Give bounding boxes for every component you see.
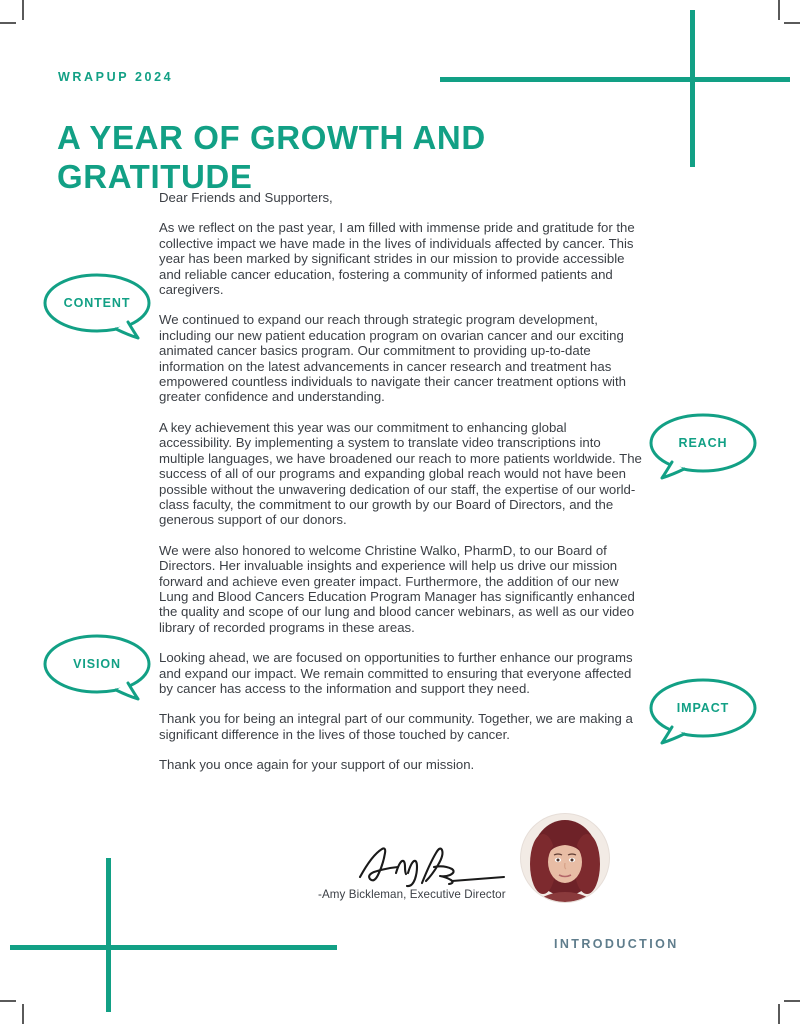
author-portrait-avatar: [521, 814, 609, 902]
signature-mark: [352, 843, 522, 889]
crop-mark-top-left-vertical: [22, 0, 24, 20]
letter-paragraph: We were also honored to welcome Christine Walko, PharmD, to our Board of Directors. Her invaluable insights and experience will help us drive our mission forward and achieve even greater impact. Furthermore, the addition of our new Lung and Blood Cancers Education Program Manager has significantly enhanced the quality and scope of our lung and blood cancer webinars, as well as our video library of recorded programs in these areas.: [159, 542, 635, 635]
letter-salutation: Dear Friends and Supporters,: [159, 190, 333, 205]
page-title: A YEAR OF GROWTH AND GRATITUDE: [57, 119, 486, 196]
decor-cross-top-vertical: [690, 10, 695, 167]
crop-mark-top-left-horizontal: [0, 22, 16, 24]
crop-mark-bottom-right-vertical: [778, 1004, 780, 1024]
crop-mark-bottom-left-horizontal: [0, 1000, 16, 1002]
callout-label: CONTENT: [63, 296, 131, 310]
callout-bubble-impact: [648, 677, 758, 745]
callout-label: REACH: [678, 436, 728, 450]
crop-mark-bottom-right-horizontal: [784, 1000, 800, 1002]
callout-bubble-vision: [42, 633, 152, 701]
decor-cross-bottom-vertical: [106, 858, 111, 1012]
crop-mark-top-right-vertical: [778, 0, 780, 20]
crop-mark-bottom-left-vertical: [22, 1004, 24, 1024]
crop-mark-top-right-horizontal: [784, 22, 800, 24]
letter-paragraph: Thank you for being an integral part of our community. Together, we are making a significant difference in the lives of those touched by cancer.: [159, 711, 633, 742]
callout-bubble-content: [42, 272, 152, 340]
decor-cross-top-horizontal: [440, 77, 790, 82]
portrait-photo-icon: [521, 814, 609, 902]
eyebrow-label: WRAPUP 2024: [58, 70, 174, 84]
callout-label: VISION: [73, 657, 121, 671]
signature-name: -Amy Bickleman, Executive Director: [318, 888, 506, 901]
letter-paragraph: Looking ahead, we are focused on opportunities to further enhance our programs and expand our impact. We remain committed to ensuring that everyone affected by cancer has access to the information and support they need.: [159, 650, 633, 696]
letter-body: [159, 190, 642, 773]
handwritten-signature-icon: [352, 843, 522, 889]
footer-section-label: INTRODUCTION: [554, 937, 679, 951]
letter-paragraph: We continued to expand our reach through strategic program development, including our new patient education program on ovarian cancer and our exciting animated cancer basics program. Our commitment to providing up-to-date information on the latest advancements in cancer research and treatment has empowered countless individuals to navigate their cancer treatment options with greater confidence and understanding.: [159, 312, 626, 405]
callout-label: IMPACT: [676, 701, 730, 715]
decor-cross-bottom-horizontal: [10, 945, 337, 950]
letter-paragraph: A key achievement this year was our commitment to enhancing global accessibility. By implementing a system to translate video transcriptions into multiple languages, we have broadened our reach to more patients worldwide. The success of all of our programs and expanding global reach would not have been possible without the unwavering dedication of our staff, the expertise of our world-class faculty, the commitment to our growth by our Board of Directors, and the generous support of our donors.: [159, 419, 642, 528]
letter-paragraph: Thank you once again for your support of our mission.: [159, 757, 475, 773]
letter-paragraph: As we reflect on the past year, I am filled with immense pride and gratitude for the collective impact we have made in the lives of individuals affected by cancer. This year has been marked by significant strides in our mission to provide accessible and reliable cancer education, fostering a community of informed patients and caregivers.: [159, 220, 635, 298]
callout-bubble-reach: [648, 412, 758, 480]
